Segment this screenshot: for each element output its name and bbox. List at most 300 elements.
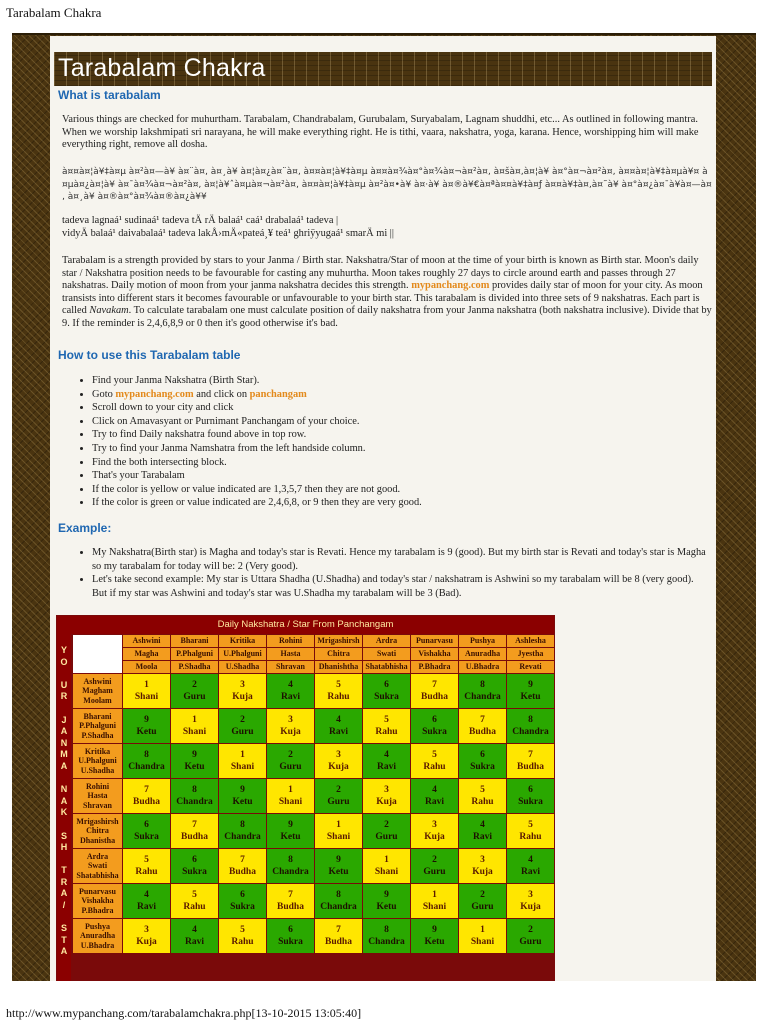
tarabalam-value: 2 xyxy=(240,715,245,725)
daily-star-cell: Magha xyxy=(123,648,171,661)
explanation-text-a: Tarabalam is a strength provided by stars to your Janma / Birth star. Nakshatra/Star of moon at the time of your birth is known as Birth star. Moon's daily star / Nakshatra position needs to be favourable for casting any muhurtha. Moon takes roughly 27 days to circle around earth and passes through 27 nakshatras. Daily motion of moon from your janma nakshatra decides this strength. xyxy=(62,255,699,292)
tarabalam-cell xyxy=(507,709,555,744)
tarabalam-value: 2 xyxy=(528,925,533,935)
planet-name: Guru xyxy=(519,937,542,947)
tarabalam-cell xyxy=(459,814,507,849)
janma-star-label xyxy=(73,674,123,709)
tarabalam-value: 8 xyxy=(192,785,197,795)
table-header: Daily Nakshatra / Star From Panchangam xyxy=(57,616,554,634)
list-item: • That's your Tarabalam xyxy=(92,469,707,483)
tarabalam-value: 9 xyxy=(144,715,149,725)
planet-name: Rahu xyxy=(183,902,206,912)
list-item: • If the color is yellow or value indicated are 1,3,5,7 then they are not good. xyxy=(92,483,707,497)
planet-name: Rahu xyxy=(519,832,542,842)
tarabalam-value: 6 xyxy=(192,855,197,865)
side-letter: N xyxy=(60,737,68,748)
panchangam-link[interactable]: panchangam xyxy=(249,388,307,400)
page-title: Tarabalam Chakra xyxy=(58,54,266,82)
tarabalam-cell xyxy=(411,779,459,814)
tarabalam-value: 7 xyxy=(240,855,245,865)
table-row xyxy=(73,849,555,884)
tarabalam-value: 2 xyxy=(480,890,485,900)
tarabalam-cell xyxy=(315,919,363,954)
planet-name: Ketu xyxy=(136,727,157,737)
list-item: • My Nakshatra(Birth star) is Magha and today's star is Revati. Hence my tarabalam is 9 (good). But my birth star is Revati and today's star is Magha so my tarabalam for today will be: 2 (Very good). xyxy=(92,546,707,573)
tarabalam-cell xyxy=(411,814,459,849)
tarabalam-cell xyxy=(171,744,219,779)
side-letter: A xyxy=(60,946,68,957)
janma-star-name: Mrigashirsh xyxy=(76,816,119,826)
example-list xyxy=(92,546,707,600)
tarabalam-value: 3 xyxy=(288,715,293,725)
daily-star-cell: Ardra xyxy=(363,635,411,648)
tarabalam-value: 1 xyxy=(240,750,245,760)
tarabalam-cell xyxy=(171,709,219,744)
planet-name: Ravi xyxy=(521,867,540,877)
tarabalam-value: 3 xyxy=(384,785,389,795)
planet-name: Shani xyxy=(230,762,255,772)
mantra-transliteration xyxy=(62,215,712,240)
daily-star-cell: Revati xyxy=(507,661,555,674)
daily-star-cell: P.Bhadra xyxy=(411,661,459,674)
tarabalam-cell xyxy=(315,779,363,814)
tarabalam-cell xyxy=(363,919,411,954)
tarabalam-value: 3 xyxy=(240,680,245,690)
side-letter xyxy=(57,703,71,715)
planet-name: Guru xyxy=(231,727,254,737)
janma-star-label xyxy=(73,849,123,884)
tarabalam-cell xyxy=(363,814,411,849)
planet-name: Ravi xyxy=(425,797,444,807)
janma-star-name: Punarvasu xyxy=(79,886,116,896)
tarabalam-cell xyxy=(123,744,171,779)
tarabalam-cell xyxy=(363,744,411,779)
tarabalam-value: 4 xyxy=(288,680,293,690)
tarabalam-value: 9 xyxy=(240,785,245,795)
planet-name: Shani xyxy=(374,867,399,877)
star-header-row xyxy=(73,635,555,648)
planet-name: Ketu xyxy=(280,832,301,842)
planet-name: Kuja xyxy=(424,832,445,842)
daily-star-cell: Ashwini xyxy=(123,635,171,648)
tarabalam-grid xyxy=(72,634,555,954)
side-letter: R xyxy=(60,876,68,887)
tarabalam-cell xyxy=(171,814,219,849)
janma-star-label xyxy=(73,744,123,779)
daily-star-cell: Chitra xyxy=(315,648,363,661)
tarabalam-cell xyxy=(363,884,411,919)
tarabalam-value: 9 xyxy=(288,820,293,830)
goto-mid: and click on xyxy=(196,388,248,400)
goto-prefix: Goto xyxy=(92,388,113,400)
tarabalam-value: 7 xyxy=(528,750,533,760)
planet-name: Guru xyxy=(423,867,446,877)
tarabalam-cell xyxy=(123,919,171,954)
daily-star-cell: Rohini xyxy=(267,635,315,648)
janma-star-name: Vishakha xyxy=(81,896,114,906)
planet-name: Ravi xyxy=(377,762,396,772)
intro-paragraph: Various things are checked for muhurtham. Tarabalam, Chandrabalam, Gurubalam, Suryabalam, Lagnam shuddhi, etc... As outlined in following mantra. When we worship lakshmipati sri narayana, he will make everything right. He is tithi, vaara, nakshatra, yoga, karana. Hence, worshipping him will make everything right, remove all dosha. xyxy=(62,114,699,151)
tarabalam-cell xyxy=(219,849,267,884)
tarabalam-cell xyxy=(219,709,267,744)
tarabalam-cell xyxy=(219,674,267,709)
tarabalam-value: 6 xyxy=(384,680,389,690)
side-letter: T xyxy=(61,934,67,945)
side-letter: A xyxy=(60,760,68,771)
tarabalam-value: 9 xyxy=(528,680,533,690)
janma-star-label xyxy=(73,919,123,954)
planet-name: Chandra xyxy=(320,902,357,912)
tarabalam-value: 8 xyxy=(288,855,293,865)
daily-star-cell: U.Bhadra xyxy=(459,661,507,674)
planet-name: Shani xyxy=(326,832,351,842)
tarabalam-cell xyxy=(363,674,411,709)
janma-star-label xyxy=(73,814,123,849)
tarabalam-value: 4 xyxy=(480,820,485,830)
navakam-term: Navakam xyxy=(89,305,129,317)
tarabalam-cell xyxy=(363,849,411,884)
tarabalam-cell xyxy=(507,884,555,919)
planet-name: Rahu xyxy=(471,797,494,807)
tarabalam-cell xyxy=(315,709,363,744)
table-row xyxy=(73,779,555,814)
tarabalam-value: 9 xyxy=(192,750,197,760)
janma-star-name: Rohini xyxy=(85,781,110,791)
how-to-list xyxy=(92,374,707,510)
planet-name: Ketu xyxy=(232,797,253,807)
tarabalam-cell xyxy=(411,919,459,954)
side-letter: N xyxy=(60,784,68,795)
daily-star-cell: U.Shadha xyxy=(219,661,267,674)
daily-star-cell: Hasta xyxy=(267,648,315,661)
janma-star-name: Pushya xyxy=(85,921,110,931)
tarabalam-value: 3 xyxy=(144,925,149,935)
tarabalam-value: 2 xyxy=(192,680,197,690)
tarabalam-cell xyxy=(411,849,459,884)
tarabalam-cell xyxy=(411,884,459,919)
tarabalam-value: 7 xyxy=(480,715,485,725)
janma-star-name: Magham xyxy=(82,686,113,696)
tarabalam-cell xyxy=(315,814,363,849)
tarabalam-value: 8 xyxy=(240,820,245,830)
tarabalam-value: 3 xyxy=(336,750,341,760)
planet-name: Chandra xyxy=(368,937,405,947)
planet-name: Kuja xyxy=(136,937,157,947)
planet-name: Rahu xyxy=(327,692,350,702)
tarabalam-value: 6 xyxy=(528,785,533,795)
planet-name: Sukra xyxy=(278,937,303,947)
janma-star-label xyxy=(73,779,123,814)
list-item: • If the color is green or value indicated are 2,4,6,8, or 9 then they are very good. xyxy=(92,496,707,510)
tarabalam-value: 4 xyxy=(192,925,197,935)
janma-star-name: U.Bhadra xyxy=(80,940,115,950)
side-letter: M xyxy=(60,749,68,760)
janma-star-name: Kritika xyxy=(84,746,111,756)
tarabalam-cell xyxy=(171,884,219,919)
tarabalam-cell xyxy=(123,709,171,744)
tarabalam-value: 9 xyxy=(336,855,341,865)
tarabalam-cell xyxy=(411,709,459,744)
tarabalam-cell xyxy=(363,779,411,814)
planet-name: Sukra xyxy=(182,867,207,877)
janma-star-name: Chitra xyxy=(86,826,109,836)
tarabalam-value: 1 xyxy=(480,925,485,935)
tarabalam-value: 4 xyxy=(432,785,437,795)
title-banner xyxy=(54,52,712,86)
tarabalam-value: 8 xyxy=(384,925,389,935)
daily-star-cell: P.Phalguni xyxy=(171,648,219,661)
planet-name: Chandra xyxy=(176,797,213,807)
planet-name: Kuja xyxy=(376,797,397,807)
tarabalam-cell xyxy=(459,709,507,744)
side-letter xyxy=(57,668,71,680)
tarabalam-cell xyxy=(267,884,315,919)
tarabalam-value: 6 xyxy=(432,715,437,725)
daily-star-cell: Vishakha xyxy=(411,648,459,661)
planet-name: Budha xyxy=(277,902,304,912)
translit-line-2: vidyÄ balaá¹ daivabalaá¹ tadeva lakÅ›mÄ«pateá¸¥ teá¹ ghriÿyugaá¹ smarÄ mi || xyxy=(62,227,394,239)
content-panel xyxy=(50,36,716,981)
side-letter: H xyxy=(60,842,68,853)
side-letter: A xyxy=(60,888,68,899)
tarabalam-cell xyxy=(507,744,555,779)
planet-name: Ravi xyxy=(137,902,156,912)
janma-star-name: U.Phalguni xyxy=(78,756,117,766)
daily-star-cell: Swati xyxy=(363,648,411,661)
planet-name: Ravi xyxy=(329,727,348,737)
tarabalam-cell xyxy=(219,919,267,954)
tarabalam-cell xyxy=(219,814,267,849)
janma-star-name: Dhanistha xyxy=(79,835,116,845)
planet-name: Shani xyxy=(470,937,495,947)
planet-name: Ketu xyxy=(376,902,397,912)
planet-name: Kuja xyxy=(280,727,301,737)
tarabalam-cell xyxy=(507,674,555,709)
planet-name: Chandra xyxy=(464,692,501,702)
planet-name: Chandra xyxy=(128,762,165,772)
side-letter: Y xyxy=(60,645,67,655)
list-item: • Scroll down to your city and click xyxy=(92,401,707,415)
tarabalam-cell xyxy=(123,674,171,709)
tarabalam-cell xyxy=(267,709,315,744)
tarabalam-value: 6 xyxy=(144,820,149,830)
tarabalam-cell xyxy=(507,814,555,849)
daily-star-cell: Jyestha xyxy=(507,648,555,661)
tarabalam-value: 5 xyxy=(192,890,197,900)
tarabalam-cell xyxy=(171,779,219,814)
side-letter: / xyxy=(62,900,66,911)
mypanchang-link[interactable]: mypanchang.com xyxy=(411,280,490,292)
planet-name: Budha xyxy=(229,867,256,877)
side-letter: S xyxy=(60,830,67,841)
planet-name: Budha xyxy=(181,832,208,842)
tarabalam-value: 4 xyxy=(144,890,149,900)
table-row xyxy=(73,744,555,779)
tarabalam-cell xyxy=(315,849,363,884)
tarabalam-value: 8 xyxy=(528,715,533,725)
daily-star-cell: U.Phalguni xyxy=(219,648,267,661)
planet-name: Kuja xyxy=(328,762,349,772)
tarabalam-cell xyxy=(123,779,171,814)
list-item: • Find your Janma Nakshatra (Birth Star). xyxy=(92,374,707,388)
tarabalam-cell xyxy=(267,744,315,779)
tarabalam-cell xyxy=(459,919,507,954)
planet-name: Kuja xyxy=(472,867,493,877)
table-side-label xyxy=(57,634,71,981)
tarabalam-cell xyxy=(459,779,507,814)
tarabalam-cell xyxy=(459,674,507,709)
side-letter xyxy=(57,854,71,866)
planet-name: Shani xyxy=(422,902,447,912)
tarabalam-value: 3 xyxy=(432,820,437,830)
side-letter: T xyxy=(61,865,67,876)
janma-star-label xyxy=(73,709,123,744)
daily-star-cell: Shravan xyxy=(267,661,315,674)
tarabalam-cell xyxy=(315,744,363,779)
planet-name: Ravi xyxy=(281,692,300,702)
tarabalam-value: 9 xyxy=(384,890,389,900)
planet-name: Rahu xyxy=(423,762,446,772)
tarabalam-cell xyxy=(123,884,171,919)
planet-name: Rahu xyxy=(231,937,254,947)
planet-name: Sukra xyxy=(470,762,495,772)
daily-star-cell: Kritika xyxy=(219,635,267,648)
side-letter: K xyxy=(60,807,68,818)
daily-star-cell: Pushya xyxy=(459,635,507,648)
planet-name: Chandra xyxy=(512,727,549,737)
table-row xyxy=(73,709,555,744)
tarabalam-explanation xyxy=(62,255,712,331)
janma-star-name: P.Phalguni xyxy=(79,721,116,731)
tarabalam-cell xyxy=(459,849,507,884)
planet-name: Shani xyxy=(278,797,303,807)
side-letter: R xyxy=(60,691,68,702)
table-row xyxy=(73,814,555,849)
tarabalam-value: 6 xyxy=(240,890,245,900)
planet-name: Guru xyxy=(279,762,302,772)
example-heading: Example: xyxy=(58,521,112,535)
side-letter: S xyxy=(60,923,67,934)
tarabalam-value: 2 xyxy=(336,785,341,795)
corner-cell xyxy=(73,635,123,674)
explanation-text-c: . To calculate tarabalam one must calculate position of daily nakshatra from your Janma nakshatra (both nakshatra inclusive). Divide that by 9. If the reminder is 2,4,6,8,9 or 0 then it's good otherwise it's bad. xyxy=(62,305,712,329)
planet-name: Rahu xyxy=(375,727,398,737)
janma-star-label xyxy=(73,884,123,919)
sanskrit-mantra: à¤¤à¤¦à¥‡à¤µ à¤²à¤—à¥ à¤¨à¤‚ à¤¸à¥ à¤¦à¤¿à¤¨à¤‚ à¤¤à¤¦à¥‡à¤µ à¤¤à¤¾à¤°à¤¾à¤¬à¤²à¤‚ à¤šà¤‚à¤¦à¥ à¤°à¤¬à¤²à¤‚ à¤¤à¤¦à¥‡à¤µà¥¤ à¤µà¤¿à¤¦à¥ à¤¯à¤¾à¤¬à¤²à¤‚ à¤¦à¥ˆà¤µà¤¬à¤²à¤‚ à¤¤à¤¦à¥‡à¤µ à¤²à¤•à¥ à¤·à¥ à¤®à¥€à¤ªà¤¤à¥‡à¤ƒ à¤¤à¥‡à¤‚à¤˜à¥ à¤°à¤¿à¤¯à¥à¤—à¤‚ à¤¸à¥ à¤®à¤°à¤¾à¤®à¤¿à¥¥ xyxy=(62,167,712,202)
tarabalam-cell xyxy=(267,814,315,849)
side-letter: U xyxy=(60,679,68,690)
tarabalam-value: 4 xyxy=(528,855,533,865)
planet-name: Sukra xyxy=(230,902,255,912)
side-letter: O xyxy=(60,656,68,667)
tarabalam-cell xyxy=(171,674,219,709)
star-header-row xyxy=(73,661,555,674)
tarabalam-value: 7 xyxy=(288,890,293,900)
planet-name: Ravi xyxy=(473,832,492,842)
planet-name: Shani xyxy=(182,727,207,737)
star-header-row xyxy=(73,648,555,661)
tarabalam-cell xyxy=(267,849,315,884)
tarabalam-value: 9 xyxy=(432,925,437,935)
tarabalam-value: 3 xyxy=(528,890,533,900)
side-letter: A xyxy=(60,726,68,737)
tarabalam-cell xyxy=(459,744,507,779)
planet-name: Budha xyxy=(517,762,544,772)
table-row xyxy=(73,919,555,954)
planet-name: Ketu xyxy=(424,937,445,947)
tarabalam-value: 2 xyxy=(384,820,389,830)
list-item: • Try to find your Janma Namshatra from the left handside column. xyxy=(92,442,707,456)
tarabalam-value: 8 xyxy=(144,750,149,760)
planet-name: Sukra xyxy=(422,727,447,737)
planet-name: Sukra xyxy=(134,832,159,842)
planet-name: Ketu xyxy=(184,762,205,772)
tarabalam-value: 2 xyxy=(288,750,293,760)
planet-name: Guru xyxy=(183,692,206,702)
tarabalam-cell xyxy=(411,674,459,709)
planet-name: Guru xyxy=(327,797,350,807)
tarabalam-cell xyxy=(171,919,219,954)
planet-name: Budha xyxy=(469,727,496,737)
planet-name: Guru xyxy=(375,832,398,842)
list-item: • Find the both intersecting block. xyxy=(92,456,707,470)
planet-name: Budha xyxy=(421,692,448,702)
side-letter xyxy=(57,773,71,785)
how-to-heading: How to use this Tarabalam table xyxy=(58,348,241,362)
document-title: Tarabalam Chakra xyxy=(6,5,102,20)
list-item: • Click on Amavasyant or Purnimant Panchangam of your choice. xyxy=(92,415,707,429)
tarabalam-value: 5 xyxy=(240,925,245,935)
tarabalam-value: 5 xyxy=(480,785,485,795)
tarabalam-cell xyxy=(507,849,555,884)
tarabalam-cell xyxy=(123,814,171,849)
planet-name: Budha xyxy=(133,797,160,807)
janma-star-name: U.Shadha xyxy=(80,765,115,775)
side-letter xyxy=(57,912,71,924)
janma-star-name: Anuradha xyxy=(79,931,116,941)
tarabalam-value: 7 xyxy=(336,925,341,935)
tarabalam-value: 5 xyxy=(384,715,389,725)
tarabalam-cell xyxy=(363,709,411,744)
footer-url: http://www.mypanchang.com/tarabalamchakra.php[13-10-2015 13:05:40] xyxy=(6,1006,362,1020)
daily-star-cell: Mrigashirsh xyxy=(315,635,363,648)
planet-name: Rahu xyxy=(135,867,158,877)
tarabalam-cell xyxy=(267,919,315,954)
tarabalam-value: 7 xyxy=(144,785,149,795)
side-letter xyxy=(57,819,71,831)
tarabalam-value: 8 xyxy=(480,680,485,690)
tarabalam-value: 1 xyxy=(288,785,293,795)
planet-name: Chandra xyxy=(272,867,309,877)
tarabalam-cell xyxy=(267,674,315,709)
tarabalam-value: 8 xyxy=(336,890,341,900)
planet-name: Shani xyxy=(134,692,159,702)
janma-star-name: Ardra xyxy=(86,851,109,861)
list-item xyxy=(92,388,707,402)
daily-star-cell: Anuradha xyxy=(459,648,507,661)
tarabalam-value: 1 xyxy=(336,820,341,830)
tarabalam-cell xyxy=(459,884,507,919)
tarabalam-cell xyxy=(171,849,219,884)
tarabalam-cell xyxy=(219,779,267,814)
list-item: • Try to find Daily nakshatra found above in top row. xyxy=(92,428,707,442)
tarabalam-value: 7 xyxy=(432,680,437,690)
mypanchang-link[interactable]: mypanchang.com xyxy=(115,388,194,400)
table-row xyxy=(73,674,555,709)
tarabalam-value: 6 xyxy=(288,925,293,935)
janma-star-name: P.Shadha xyxy=(81,730,114,740)
tarabalam-value: 4 xyxy=(336,715,341,725)
